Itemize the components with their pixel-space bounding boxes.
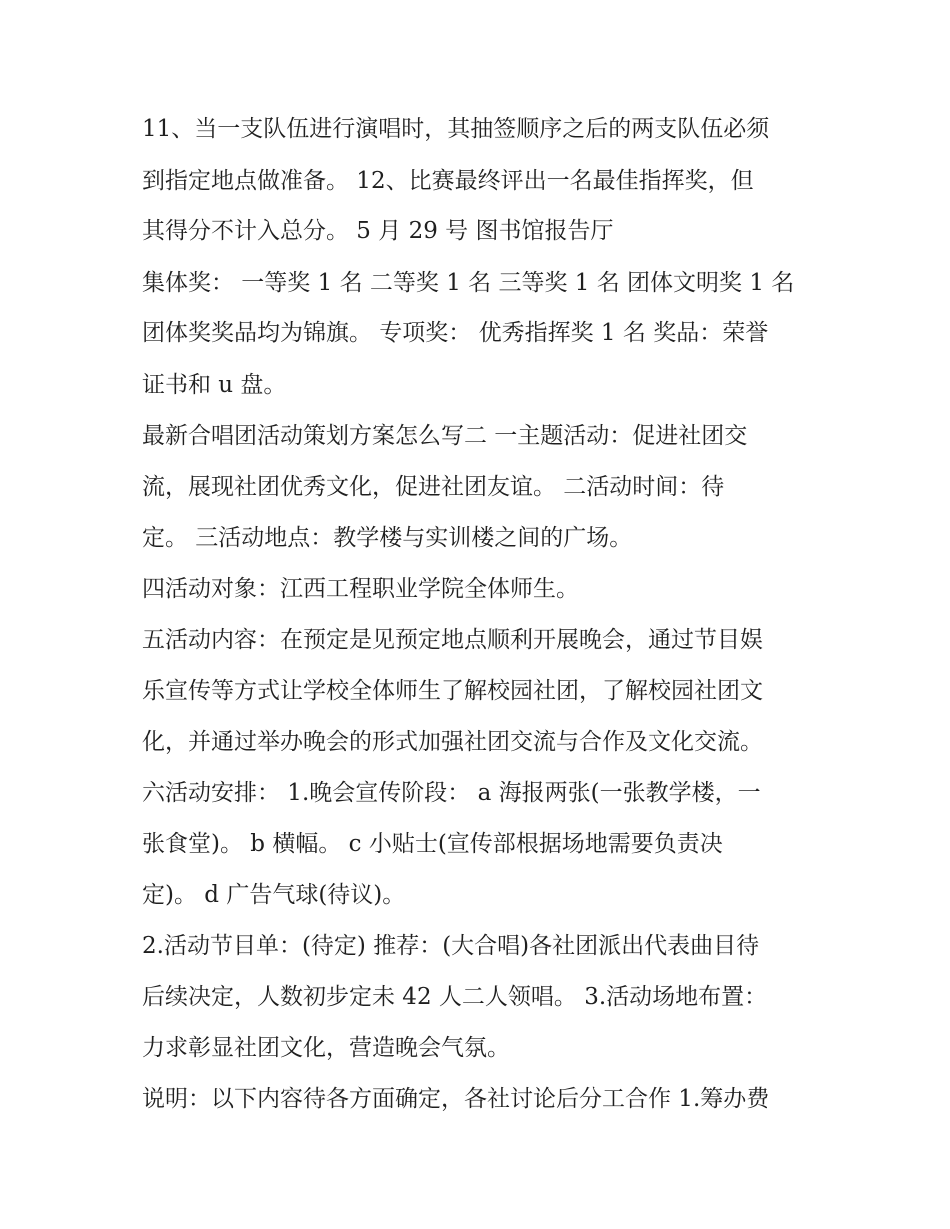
text-line-20: 说明：以下内容待各方面确定，各社讨论后分工合作 1.筹办费 <box>142 1086 770 1112</box>
text-line-10: 四活动对象：江西工程职业学院全体师生。 <box>142 576 579 602</box>
text-line-8: 流，展现社团优秀文化，促进社团友谊。 二活动时间：待 <box>142 474 725 500</box>
text-line-19: 力求彰显社团文化，营造晚会气氛。 <box>142 1035 510 1061</box>
text-line-5: 团体奖奖品均为锦旗。 专项奖： 优秀指挥奖 1 名 奖品：荣誉 <box>142 320 769 346</box>
text-line-18: 后续决定，人数初步定未 42 人二人领唱。 3.活动场地布置： <box>142 984 768 1010</box>
text-line-12: 乐宣传等方式让学校全体师生了解校园社团，了解校园社团文 <box>142 678 763 704</box>
text-line-14: 六活动安排： 1.晚会宣传阶段： a 海报两张(一张教学楼，一 <box>142 780 761 806</box>
text-line-4: 集体奖： 一等奖 1 名 二等奖 1 名 三等奖 1 名 团体文明奖 1 名 <box>142 270 795 296</box>
text-line-6: 证书和 u 盘。 <box>142 372 287 398</box>
text-line-2: 到指定地点做准备。 12、比赛最终评出一名最佳指挥奖，但 <box>142 168 754 194</box>
text-line-11: 五活动内容：在预定是见预定地点顺利开展晚会，通过节目娱 <box>142 627 763 653</box>
text-line-17: 2.活动节目单：(待定) 推荐：(大合唱)各社团派出代表曲目待 <box>142 933 760 959</box>
text-line-13: 化，并通过举办晚会的形式加强社团交流与合作及文化交流。 <box>142 729 763 755</box>
text-line-1: 11、当一支队伍进行演唱时，其抽签顺序之后的两支队伍必须 <box>142 116 770 142</box>
text-line-9: 定。 三活动地点：教学楼与实训楼之间的广场。 <box>142 525 633 551</box>
text-line-16: 定)。 d 广告气球(待议)。 <box>142 882 406 908</box>
text-line-7: 最新合唱团活动策划方案怎么写二 一主题活动：促进社团交 <box>142 423 748 449</box>
text-line-3: 其得分不计入总分。 5 月 29 号 图书馆报告厅 <box>142 218 614 244</box>
text-line-15: 张食堂)。 b 横幅。 c 小贴士(宣传部根据场地需要负责决 <box>142 831 723 857</box>
